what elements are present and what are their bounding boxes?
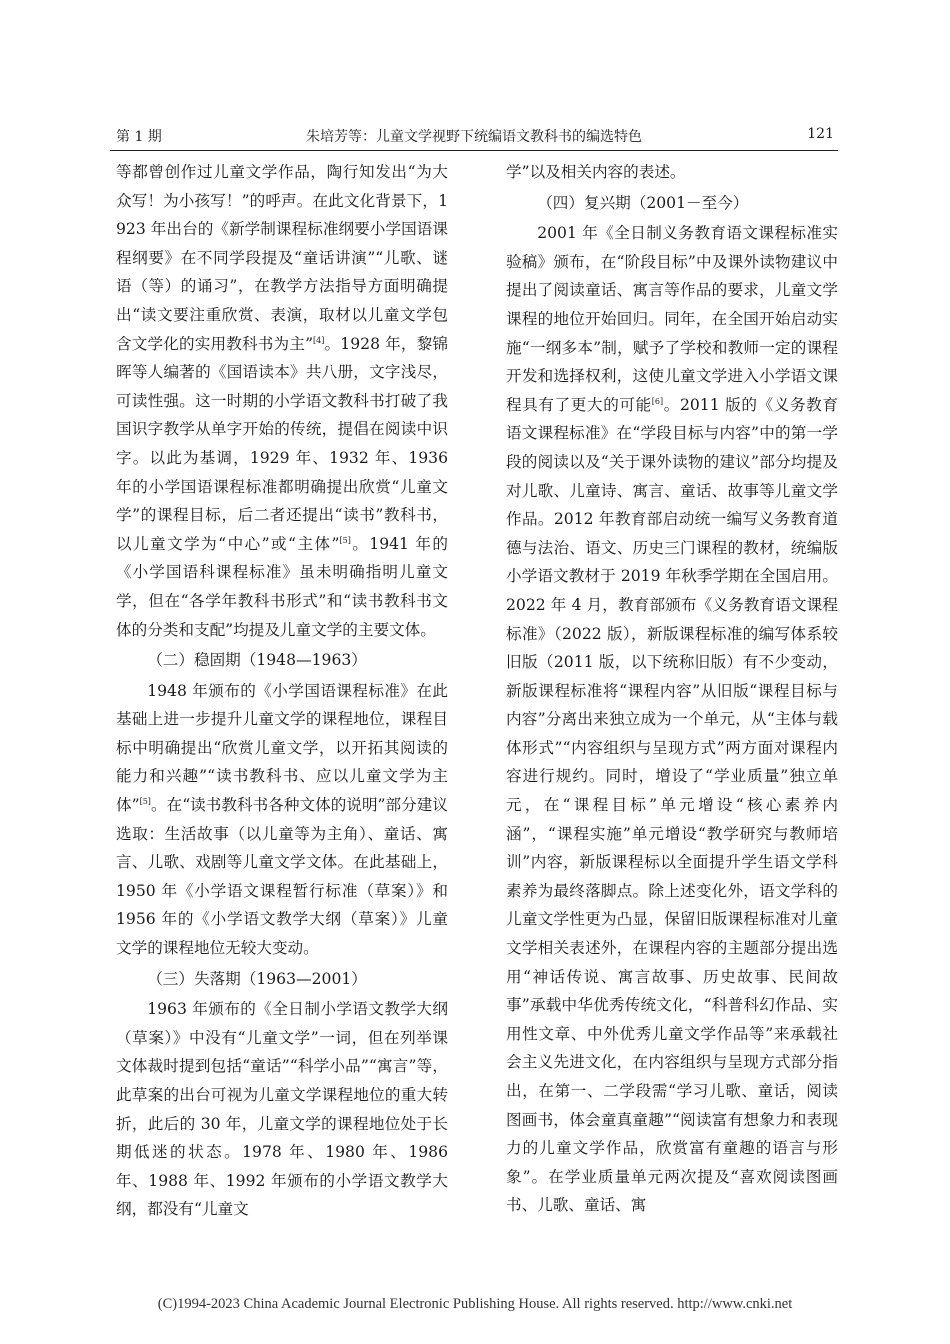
paragraph: 1963 年颁布的《全日制小学语文教学大纲（草案）》中没有“儿童文学”一词，但在列举课文体裁时提到包括“童话”“科学小品”“寓言”等，此草案的出台可视为儿童文学课程地位的重大转折，此后的 30 年，儿童文学的课程地位处于长期低迷的状态。1978 年、1980 年、1986 年、1988 年、1992 年颁布的小学语文教学大纲，都没有“儿童文 — [116, 1000, 448, 1219]
paragraph — [116, 677, 448, 963]
paragraph-text: 。1941 年的《小学国语科课程标准》虽未明确指明儿童文学，但在“各学年教科书形式”和“读书教科书文体的分类和支配”均提及儿童文学的主要文体。 — [116, 534, 448, 639]
page-number: 121 — [807, 126, 834, 142]
section-heading-revival-period: （四）复兴期（2001－至今） — [537, 193, 749, 212]
left-column — [116, 158, 448, 1224]
citation-ref: [4] — [313, 335, 325, 345]
citation-ref: [5] — [339, 535, 351, 545]
article-running-title: 朱培芳等：儿童文学视野下统编语文教科书的编选特色 — [306, 129, 642, 145]
citation-ref: [6] — [651, 396, 664, 406]
issue-number: 第 1 期 — [116, 129, 162, 145]
paragraph-text: 等都曾创作过儿童文学作品，陶行知发出“为大众写！为小孩写！”的呼声。在此文化背景下，1923 年出台的《新学制课程标准纲要小学国语课程纲要》在不同学段提及“童话讲演”“儿歌、谜语（等）的诵习”，在教学方法指导方面明确提出“读文要注重欣赏、表演，取材以儿童文学包含文学化的实用教科书为主” — [116, 163, 448, 353]
section-heading-decline-period: （三）失落期（1963—2001） — [147, 969, 367, 988]
section-heading-stable-period: （二）稳固期（1948—1963） — [147, 651, 367, 670]
paragraph-text: 1948 年颁布的《小学国语课程标准》在此基础上进一步提升儿童文学的课程地位，课程目标中明确提出“欣赏儿童文学，以开拓其阅读的能力和兴趣”“读书教科书、应以儿童文学为主体” — [116, 681, 448, 815]
citation-ref: [5] — [139, 797, 151, 807]
paragraph-text: 2001 年《全日制义务教育语文课程标准实验稿》颁布，在“阶段目标”中及课外读物建议中提出了阅读童话、寓言等作品的要求，儿童文学课程的地位开始回归。同年，在全国开始启动实施“一纲多本”制，赋予了学校和教师一定的课程开发和选择权利，这使儿童文学进入小学语文课程具有了更大的可能 — [506, 224, 838, 414]
paragraph — [116, 158, 448, 644]
paragraph-text: 。在“读书教科书各种文体的说明”部分建议选取：生活故事（以儿童等为主角）、童话、寓言、儿歌、戏剧等儿童文学文体。在此基础上，1950 年《小学语文课程暂行标准（草案）》和 1956 年的《小学语文教学大纲（草案）》儿童文学的课程地位无较大变动。 — [116, 796, 448, 958]
copyright-footer: (C)1994-2023 China Academic Journal Electronic Publishing House. All rights reserved. http://www.cnki.net — [157, 1296, 793, 1312]
paragraph-text: 。2011 版的《义务教育语文课程标准》在“学段目标与内容”中的第一学段的阅读以及“关于课外读物的建议”部分均提及对儿歌、儿童诗、寓言、童话、故事等儿童文学作品。2012 年教育部启动统一编写义务教育道德与法治、语文、历史三门课程的教材，统编版小学语文教材于 2019 年秋季学期在全国启用。2022 年 4 月，教育部颁布《义务教育语文课程标准》（2022 版），新版课程标准的编写体系较旧版（2011 版，以下统称旧版）有不少变动，新版课程标准将“课程内容”从旧版“课程目标与内容”分离出来独立成为一个单元，从“主体与载体形式”“内容组织与呈现方式”两方面对课程内容进行规约。同时，增设了“学业质量”独立单元，在“课程目标”单元增设“核心素养内涵”，“课程实施”单元增设“教学研究与教师培训”内容，新版课程标以全面提升学生语文学科素养为最终落脚点。除上述变化外，语文学科的儿童文学性更为凸显，保留旧版课程标准对儿童文学相关表述外，在课程内容的主题部分提出选用“神话传说、寓言故事、历史故事、民间故事”承载中华优秀传统文化，“科普科幻作品、实用性文章、中外优秀儿童文学作品等”来承载社会主义先进文化，在内容组织与呈现方式部分指出，在第一、二学段需“学习儿歌、童话，阅读图画书，体会童真童趣”“阅读富有想象力和表现力的儿童文学作品，欣赏富有童趣的语言与形象”。在学业质量单元两次提及“喜欢阅读图画书、儿歌、童话、寓 — [506, 395, 838, 1215]
paragraph — [506, 219, 838, 1220]
paragraph-continuation: 学”以及相关内容的表述。 — [506, 163, 686, 181]
running-header — [110, 122, 838, 151]
right-column — [506, 158, 838, 1220]
paragraph-text: 。1928 年，黎锦晖等人编著的《国语读本》共八册，文字浅尽，可读性强。这一时期的小学语文教科书打破了我国识字教学从单字开始的传统，提倡在阅读中识字。以此为基调，1929 年、1932 年、1936 年的小学国语课程标准都明确提出欣赏“儿童文学”的课程目标，后二者还提出“读书”教科书，以儿童文学为“中心”或“主体” — [116, 334, 448, 553]
